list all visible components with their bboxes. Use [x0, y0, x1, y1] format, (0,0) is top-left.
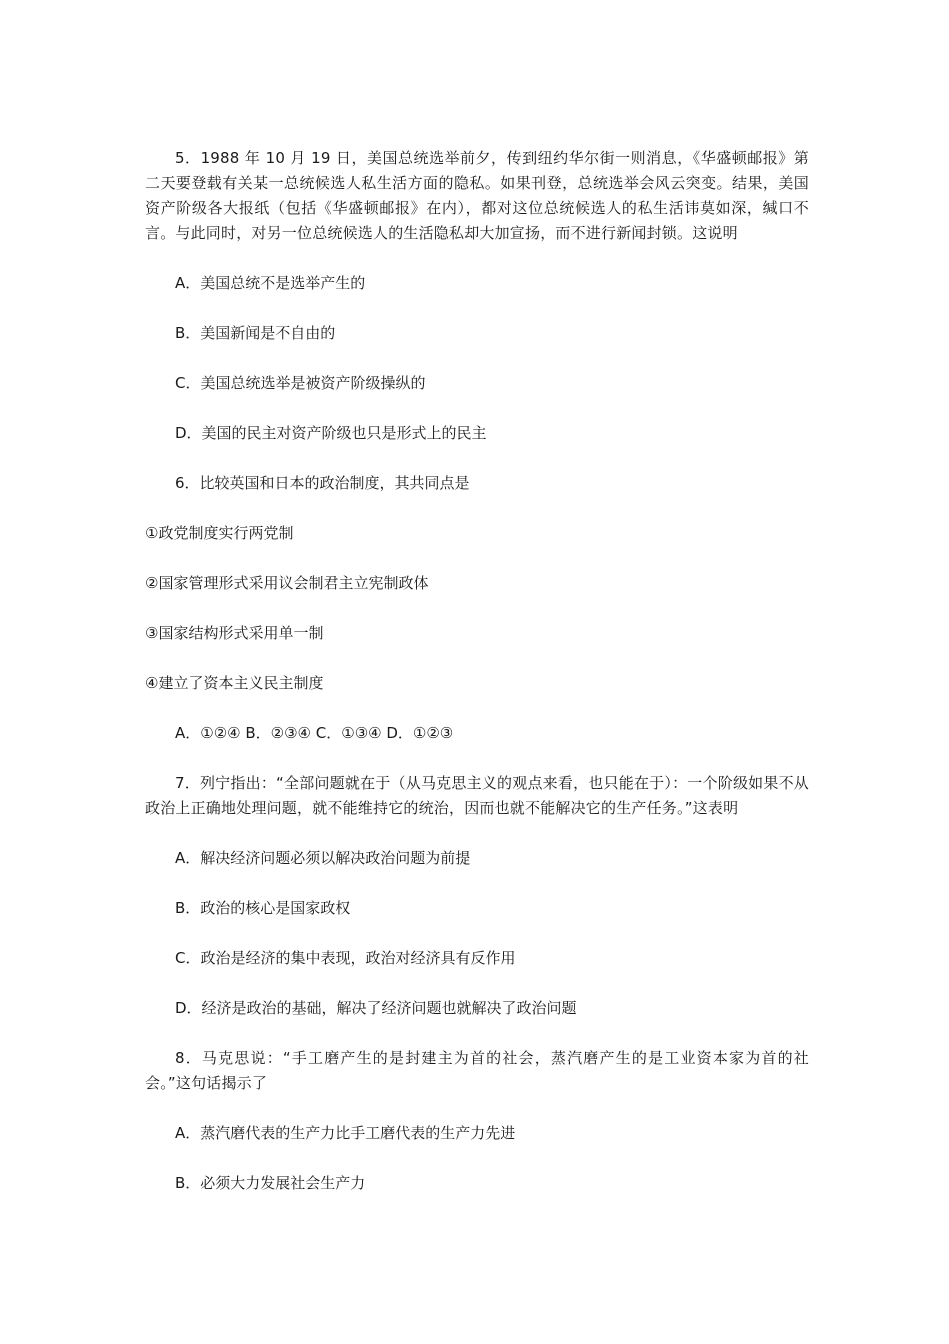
question-6-item-3: ③国家结构形式采用单一制: [145, 624, 324, 642]
question-7-option-a: A．解决经济问题必须以解决政治问题为前提: [175, 849, 471, 867]
question-5-option-d: D．美国的民主对资产阶级也只是形式上的民主: [175, 424, 487, 442]
question-6-stem: 6．比较英国和日本的政治制度，其共同点是: [175, 474, 470, 492]
question-6-item-1: ①政党制度实行两党制: [145, 524, 294, 542]
question-6-item-2: ②国家管理形式采用议会制君主立宪制政体: [145, 574, 429, 592]
question-5-option-a: A．美国总统不是选举产生的: [175, 274, 366, 292]
question-7-option-d: D．经济是政治的基础，解决了经济问题也就解决了政治问题: [175, 999, 577, 1017]
question-5-option-b: B．美国新闻是不自由的: [175, 324, 336, 342]
question-7-option-c: C．政治是经济的集中表现，政治对经济具有反作用: [175, 949, 516, 967]
question-6-item-4: ④建立了资本主义民主制度: [145, 674, 324, 692]
question-7-stem: 7．列宁指出：“全部问题就在于（从马克思主义的观点来看，也只能在于）：一个阶级如果不从政治上正确地处理问题，就不能维持它的统治，因而也就不能解决它的生产任务。”这表明: [145, 774, 809, 817]
document-page: [145, 146, 809, 1196]
question-5-option-c: C．美国总统选举是被资产阶级操纵的: [175, 374, 426, 392]
question-7-option-b: B．政治的核心是国家政权: [175, 899, 351, 917]
question-8-stem: 8．马克思说：“手工磨产生的是封建主为首的社会，蒸汽磨产生的是工业资本家为首的社会。”这句话揭示了: [145, 1049, 809, 1092]
question-8-option-a: A．蒸汽磨代表的生产力比手工磨代表的生产力先进: [175, 1124, 516, 1142]
question-5-stem: 5．1988 年 10 月 19 日，美国总统选举前夕，传到纽约华尔街一则消息，《华盛顿邮报》第二天要登载有关某一总统候选人私生活方面的隐私。如果刊登，总统选举会风云突变。结果，美国资产阶级各大报纸（包括《华盛顿邮报》在内），都对这位总统候选人的私生活讳莫如深，缄口不言。与此同时，对另一位总统候选人的生活隐私却大加宣扬，而不进行新闻封锁。这说明: [145, 149, 809, 242]
question-8-option-b: B．必须大力发展社会生产力: [175, 1174, 366, 1192]
question-6-options: A．①②④ B．②③④ C．①③④ D．①②③: [175, 724, 454, 742]
